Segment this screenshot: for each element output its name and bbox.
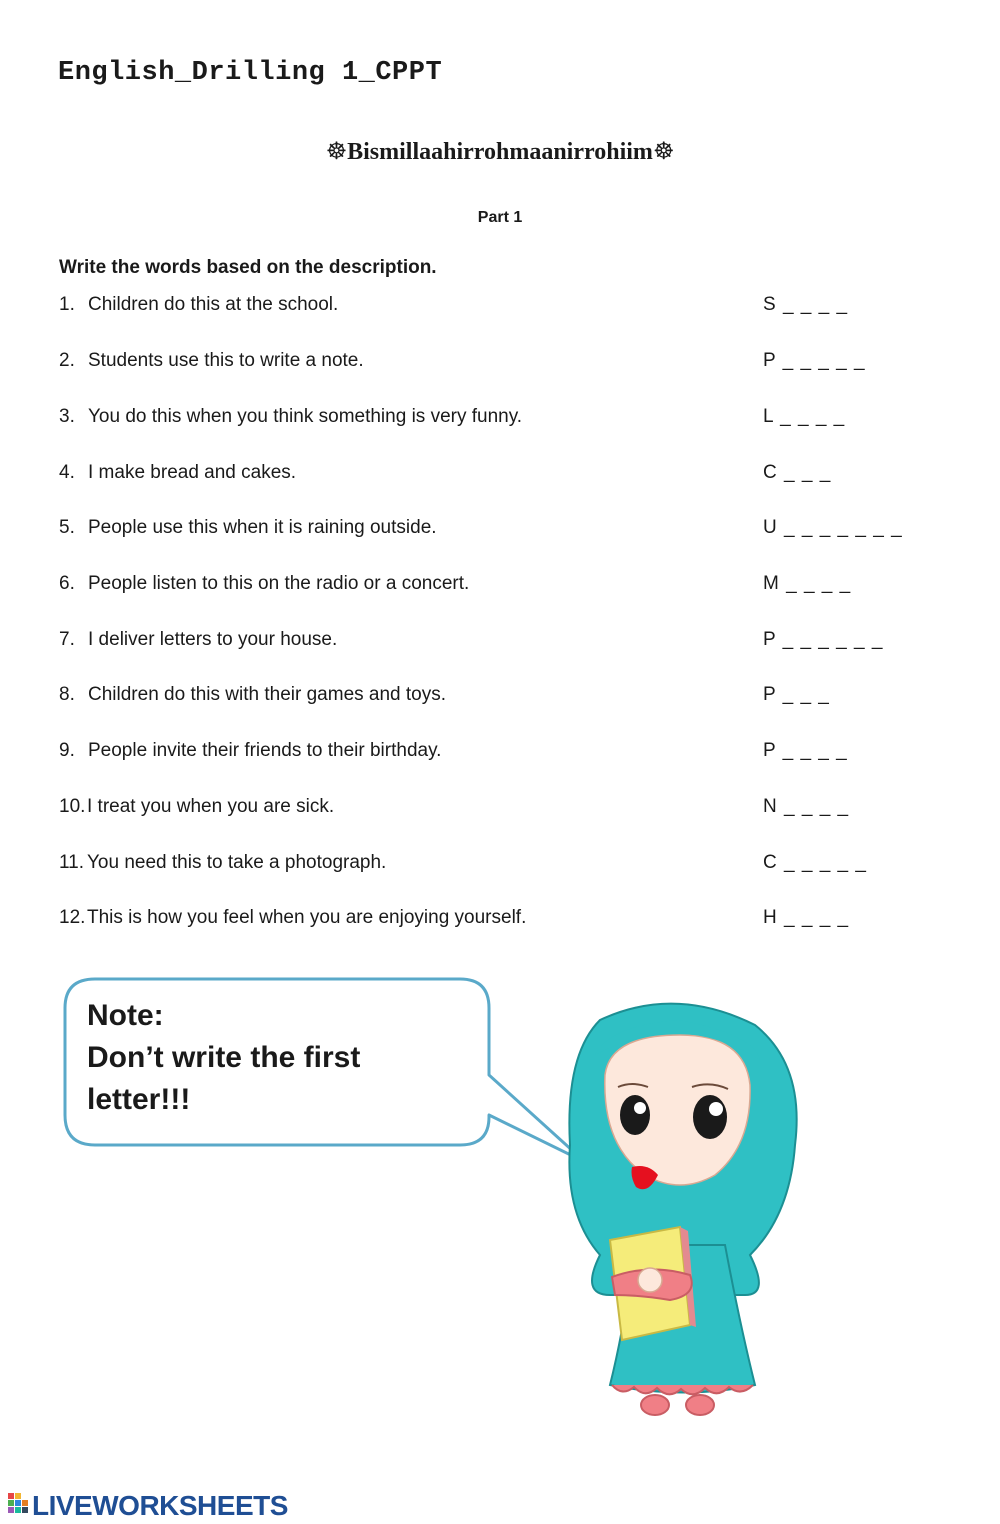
liveworksheets-footer[interactable] — [8, 1489, 288, 1523]
answer-blank[interactable]: P _ _ _ _ _ — [763, 350, 866, 371]
question-number: 12. — [59, 907, 86, 928]
liveworksheets-logo-icon — [8, 1493, 30, 1519]
answer-blank[interactable]: C _ _ _ — [763, 462, 832, 483]
brand-name: LIVEWORKSHEETS — [32, 1490, 288, 1521]
note-heading: Note: — [87, 999, 164, 1032]
bismillah-heading: ☸Bismillaahirrohmaanirrohiim☸ — [325, 139, 675, 165]
part-label: Part 1 — [477, 209, 523, 226]
question-number: 7. — [59, 629, 75, 650]
question-text: I deliver letters to your house. — [88, 629, 338, 650]
answer-blank[interactable]: P _ _ _ _ _ _ — [763, 629, 884, 650]
question-text: This is how you feel when you are enjoying yourself. — [87, 907, 527, 928]
note-text — [87, 995, 467, 1121]
question-text: Children do this at the school. — [88, 294, 339, 315]
question-number: 11. — [59, 852, 85, 873]
question-number: 4. — [59, 462, 75, 483]
question-number: 9. — [59, 740, 75, 761]
question-text: People listen to this on the radio or a concert. — [88, 573, 470, 594]
question-text: You need this to take a photograph. — [87, 852, 387, 873]
answer-blank[interactable]: P _ _ _ _ — [763, 740, 848, 761]
note-line: letter!!! — [87, 1083, 191, 1116]
question-number: 10. — [59, 796, 86, 817]
question-text: Students use this to write a note. — [88, 350, 364, 371]
worksheet-title: English_Drilling 1_CPPT — [58, 58, 443, 88]
answer-blank[interactable]: M _ _ _ _ — [763, 573, 852, 594]
question-text: I make bread and cakes. — [88, 462, 297, 483]
question-number: 3. — [59, 406, 75, 427]
answer-blank[interactable]: P _ _ _ — [763, 684, 830, 705]
question-number: 2. — [59, 350, 75, 371]
question-number: 5. — [59, 517, 75, 538]
answer-blank[interactable]: N _ _ _ _ — [763, 796, 850, 817]
question-number: 8. — [59, 684, 75, 705]
question-text: I treat you when you are sick. — [87, 796, 335, 817]
answer-blank[interactable]: S _ _ _ _ — [763, 294, 849, 315]
girl-illustration — [540, 995, 810, 1425]
question-text: Children do this with their games and toys. — [88, 684, 447, 705]
answer-blank[interactable]: H _ _ _ _ — [763, 907, 850, 928]
instruction-text: Write the words based on the description. — [59, 257, 437, 278]
question-text: People invite their friends to their birthday. — [88, 740, 442, 761]
answer-blank[interactable]: L _ _ _ _ — [763, 406, 846, 427]
question-text: You do this when you think something is very funny. — [88, 406, 523, 427]
answer-blank[interactable]: C _ _ _ _ _ — [763, 852, 867, 873]
answer-blank[interactable]: U _ _ _ _ _ _ _ — [763, 517, 903, 538]
question-number: 1. — [59, 294, 75, 315]
note-line: Don’t write the first — [87, 1041, 361, 1074]
question-number: 6. — [59, 573, 75, 594]
question-text: People use this when it is raining outside. — [88, 517, 437, 538]
